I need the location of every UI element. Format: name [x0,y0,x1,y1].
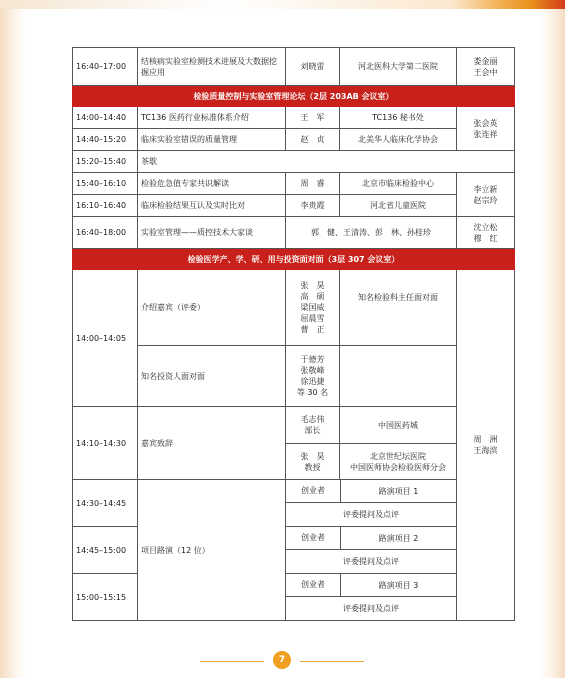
section-title: 检验质量控制与实验室管理论坛（2层 203AB 会议室） [73,86,515,107]
schedule-table [72,47,515,621]
speaker-cell: 张 昊 高 硕 梁国威 屈晨雪 曹 正 [286,270,340,346]
table-row [73,217,515,249]
topic-cell: 嘉宾致辞 [138,407,286,480]
review-label: 评委提问及点评 [343,557,399,566]
topic-cell: 介绍嘉宾（评委） [138,270,286,346]
roadshow-line [286,574,456,597]
speaker-cell: 于德芳 张敬峰 徐迅捷 等 30 名 [286,346,340,407]
roadshow-slot [286,527,457,574]
time-cell: 16:40–17:00 [73,48,138,86]
table-row [73,48,515,86]
time-cell: 15:00–15:15 [73,574,138,621]
topic-cell: 项目路演（12 位） [138,480,286,621]
time-cell: 14:00–14:40 [73,107,138,129]
page-number: 7 [273,651,291,669]
unit-cell: 北美华人临床化学协会 [340,129,457,151]
roadshow-line [286,527,456,550]
roadshow-line [286,480,456,503]
speaker-cell: 王 军 [286,107,340,129]
topic-cell: 结核病实验室检测技术进展及大数据挖掘应用 [138,48,286,86]
time-cell: 16:10–16:40 [73,195,138,217]
review-label: 评委提问及点评 [343,510,399,519]
section-header [73,249,515,270]
unit-cell [340,346,457,407]
time-cell: 16:40–18:00 [73,217,138,249]
panelists-cell: 郭 健、王清涛、彭 林、孙桂珍 [286,217,457,249]
unit-cell: 北京世纪坛医院 中国医师协会检验医师分会 [340,444,457,480]
time-cell: 15:20–15:40 [73,151,138,173]
unit-cell: 知名检验科主任面对面 [340,270,457,346]
project-label: 路演项目 2 [378,533,419,543]
unit-cell: 河北省儿童医院 [340,195,457,217]
break-cell: 茶歇 [138,151,515,173]
chair-cell: 沈立松 穆 红 [457,217,515,249]
time-cell: 14:45–15:00 [73,527,138,574]
topic-cell: 临床检验结果互认及实时比对 [138,195,286,217]
table-row [73,173,515,195]
role-label: 创业者 [286,480,341,502]
topic-cell: 知名投资人面对面 [138,346,286,407]
unit-cell: 北京市临床检验中心 [340,173,457,195]
table-row [73,346,515,407]
chair-cell: 李立新 赵宗玲 [457,173,515,217]
table-row [73,107,515,129]
table-row [73,151,515,173]
table-row [73,270,515,346]
project-label: 路演项目 3 [378,580,419,590]
topic-cell: 检验危急值专家共识解读 [138,173,286,195]
role-label: 创业者 [286,574,341,596]
speaker-cell: 周 睿 [286,173,340,195]
review-label: 评委提问及点评 [343,604,399,613]
chair-cell: 周 洲 王海滨 [457,270,515,621]
speaker-cell: 毛志伟 部长 [286,407,340,444]
table-row [73,480,515,527]
roadshow-slot [286,480,457,527]
unit-cell: 河北医科大学第二医院 [340,48,457,86]
time-cell: 14:40–15:20 [73,129,138,151]
topic-cell: 临床实验室错误的质量管理 [138,129,286,151]
top-corner-mark: ... [484,0,495,8]
footer-line-left [200,661,264,662]
section-title: 检验医学产、学、研、用与投资面对面（3层 307 会议室） [73,249,515,270]
role-label: 创业者 [286,527,341,549]
unit-cell: TC136 秘书处 [340,107,457,129]
topic-cell: TC136 医药行业标准体系介绍 [138,107,286,129]
speaker-cell: 刘晓雷 [286,48,340,86]
speaker-cell: 赵 贞 [286,129,340,151]
table-row [73,129,515,151]
top-decor-band [0,0,565,9]
footer-line-right [300,661,364,662]
time-cell: 15:40–16:10 [73,173,138,195]
table-row [73,195,515,217]
unit-cell: 中国医药城 [340,407,457,444]
chair-cell: 娄金丽 王会中 [457,48,515,86]
speaker-cell: 李贵霞 [286,195,340,217]
chair-cell: 张会英 张连祥 [457,107,515,151]
table-row [73,407,515,444]
section-header [73,86,515,107]
speaker-cell: 张 昊 教授 [286,444,340,480]
time-cell: 14:10–14:30 [73,407,138,480]
page-footer [0,648,565,674]
project-label: 路演项目 1 [378,486,419,496]
roadshow-slot [286,574,457,621]
topic-cell: 实验室管理——质控技术大家谈 [138,217,286,249]
time-cell: 14:00–14:05 [73,270,138,407]
time-cell: 14:30–14:45 [73,480,138,527]
